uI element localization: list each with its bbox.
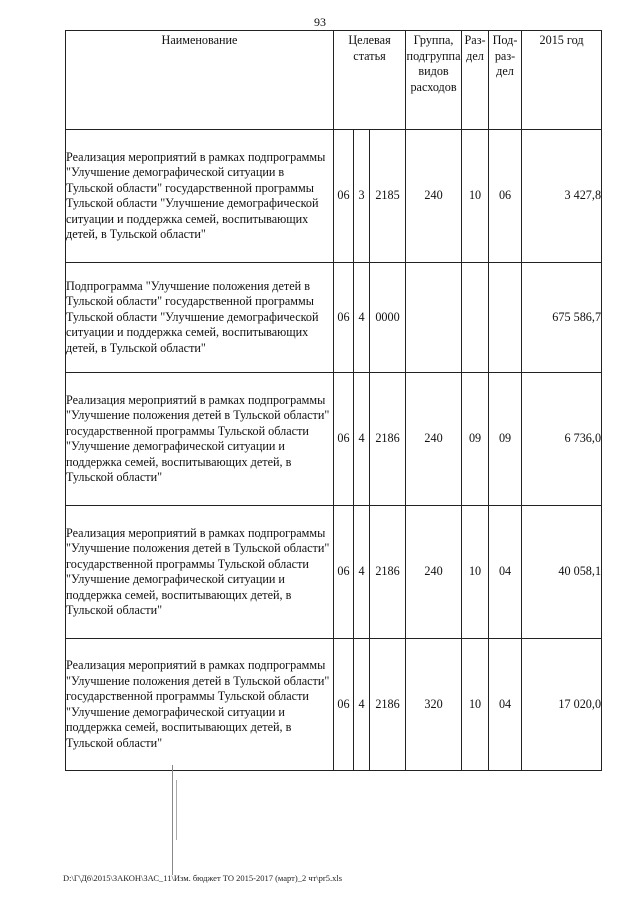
row-subsection: 06	[489, 130, 522, 263]
table-row	[66, 639, 602, 771]
row-section: 10	[462, 130, 489, 263]
header-name: Наименование	[66, 31, 334, 130]
row-amount: 3 427,8	[522, 130, 602, 263]
footer-file-path: D:\Г\Д6\2015\ЗАКОН\ЗАС_11\Изм. бюджет ТО 2015-2017 (март)_2 чт\pr5.xls	[63, 873, 343, 883]
row-target-part-3: 2186	[370, 373, 406, 506]
row-name: Реализация мероприятий в рамках подпрограммы "Улучшение положения детей в Тульской области" государственной программы Тульской области "Улучшение демографической ситуации и поддержка семей, воспитывающих детей, в Тульской области"	[66, 373, 334, 506]
table-row	[66, 506, 602, 639]
row-section	[462, 263, 489, 373]
row-section: 10	[462, 506, 489, 639]
row-subsection: 04	[489, 639, 522, 771]
row-target-part-3: 2186	[370, 639, 406, 771]
row-target-part-2: 4	[354, 373, 370, 506]
row-subsection: 09	[489, 373, 522, 506]
row-target-part-2: 4	[354, 506, 370, 639]
row-name: Подпрограмма "Улучшение положения детей в Тульской области" государственной программы Тульской области "Улучшение демографической ситуации и поддержка семей, воспитывающих детей, в Тульской области"	[66, 263, 334, 373]
row-target-part-1: 06	[334, 263, 354, 373]
row-target-part-2: 3	[354, 130, 370, 263]
row-expense-group: 320	[406, 639, 462, 771]
page-number: 93	[314, 15, 326, 29]
table-row	[66, 130, 602, 263]
row-name: Реализация мероприятий в рамках подпрограммы "Улучшение положения детей в Тульской области" государственной программы Тульской области "Улучшение демографической ситуации и поддержка семей, воспитывающих детей, в Тульской области"	[66, 506, 334, 639]
row-target-part-1: 06	[334, 130, 354, 263]
row-subsection	[489, 263, 522, 373]
row-target-part-3: 2186	[370, 506, 406, 639]
header-expense-group: Группа, подгруппа видов расходов	[406, 31, 462, 130]
row-name: Реализация мероприятий в рамках подпрограммы "Улучшение положения детей в Тульской области" государственной программы Тульской области "Улучшение демографической ситуации и поддержка семей, воспитывающих детей, в Тульской области"	[66, 639, 334, 771]
scan-artifact-line	[176, 780, 177, 840]
row-expense-group: 240	[406, 506, 462, 639]
row-target-part-1: 06	[334, 506, 354, 639]
header-section: Раз-дел	[462, 31, 489, 130]
row-section: 09	[462, 373, 489, 506]
row-section: 10	[462, 639, 489, 771]
header-subsection: Под-раз-дел	[489, 31, 522, 130]
table-row	[66, 373, 602, 506]
row-target-part-1: 06	[334, 373, 354, 506]
row-target-part-2: 4	[354, 639, 370, 771]
row-expense-group	[406, 263, 462, 373]
table-row	[66, 263, 602, 373]
row-amount: 40 058,1	[522, 506, 602, 639]
row-amount: 675 586,7	[522, 263, 602, 373]
row-target-part-2: 4	[354, 263, 370, 373]
row-target-part-3: 0000	[370, 263, 406, 373]
row-amount: 17 020,0	[522, 639, 602, 771]
row-target-part-1: 06	[334, 639, 354, 771]
row-name: Реализация мероприятий в рамках подпрограммы "Улучшение демографической ситуации в Тульской области" государственной программы Тульской области "Улучшение демографической ситуации и поддержка семей, воспитывающих детей, в Тульской области"	[66, 130, 334, 263]
row-expense-group: 240	[406, 373, 462, 506]
row-amount: 6 736,0	[522, 373, 602, 506]
header-row	[66, 31, 602, 130]
header-year: 2015 год	[522, 31, 602, 130]
budget-table	[65, 30, 602, 771]
row-target-part-3: 2185	[370, 130, 406, 263]
header-target-article: Целевая статья	[334, 31, 406, 130]
row-expense-group: 240	[406, 130, 462, 263]
row-subsection: 04	[489, 506, 522, 639]
scan-artifact-line	[172, 765, 173, 875]
